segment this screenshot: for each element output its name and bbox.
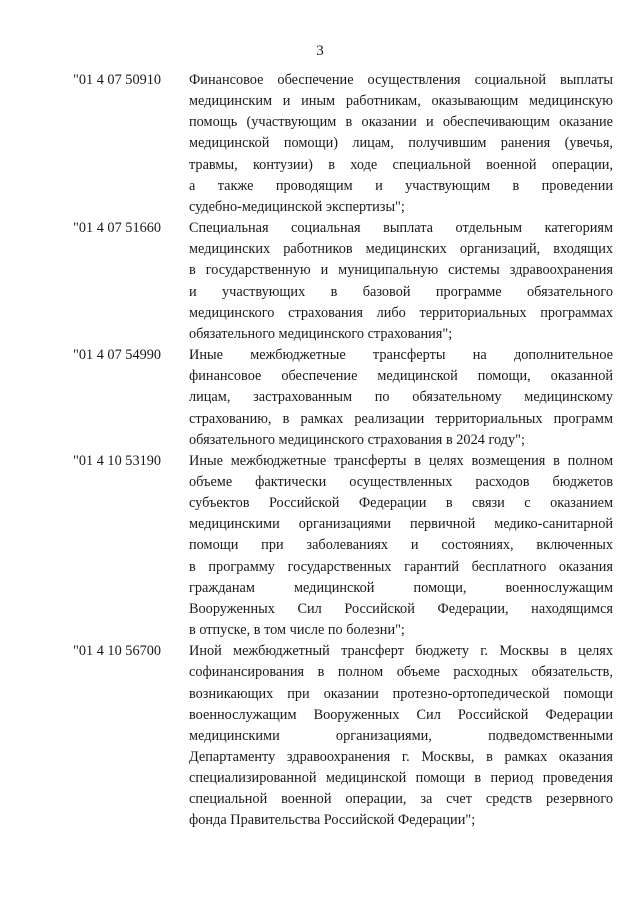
- description-line: медицинскими организациями, подведомственными: [189, 727, 613, 744]
- description-line: травмы, контузии) в ходе специальной военной операции,: [189, 156, 613, 173]
- entry-01-4-10-56700: [73, 641, 613, 831]
- description-line: обязательного медицинского страхования в 2024 году";: [189, 431, 525, 448]
- entry-01-4-07-54990: [73, 345, 613, 451]
- entry-01-4-07-50910: [73, 70, 613, 218]
- entry-code: "01 4 07 54990: [73, 347, 162, 364]
- description-line: Иной межбюджетный трансферт бюджету г. Москвы в целях: [189, 643, 613, 660]
- description-line: военнослужащим Вооруженных Сил Российской Федерации: [189, 706, 613, 723]
- description-line: страхованию, в рамках реализации территориальных программ: [189, 410, 613, 427]
- description-line: медицинскими организациями первичной медико-санитарной: [189, 516, 613, 533]
- description-line: медицинского страхования либо территориальных программах: [189, 304, 613, 321]
- entry-code: "01 4 07 50910: [73, 72, 162, 88]
- entry-description: [189, 451, 613, 641]
- entry-code: "01 4 10 53190: [73, 452, 162, 469]
- description-line: гражданам медицинской помощи, военнослужащим: [189, 579, 613, 596]
- description-line: в программу государственных гарантий бесплатного оказания: [189, 558, 613, 575]
- description-line: медицинским и иным работникам, оказывающим медицинскую: [189, 93, 613, 110]
- description-line: фонда Правительства Российской Федерации";: [189, 812, 476, 829]
- entry-description: [189, 218, 613, 345]
- entry-description: [189, 70, 613, 218]
- entry-01-4-10-53190: [73, 451, 613, 641]
- description-line: Иные межбюджетные трансферты на дополнительное: [189, 347, 613, 364]
- entry-description: [189, 641, 613, 831]
- page-number: 3: [316, 43, 324, 59]
- description-line: помощи при заболеваниях и состояниях, включенных: [189, 537, 613, 554]
- description-line: объеме фактически осуществленных расходов бюджетов: [189, 473, 613, 490]
- description-line: обязательного медицинского страхования";: [189, 325, 453, 342]
- description-line: Финансовое обеспечение осуществления социальной выплаты: [189, 72, 613, 88]
- description-line: лицам, застрахованным по обязательному медицинскому: [189, 389, 613, 406]
- description-line: Департаменту здравоохранения г. Москвы, в рамках оказания: [189, 749, 613, 765]
- entry-01-4-07-51660: [73, 218, 613, 345]
- description-line: и участвующих в базовой программе обязательного: [189, 283, 613, 300]
- description-line: в государственную и муниципальную системы здравоохранения: [189, 262, 613, 279]
- description-line: специальной военной операции, за счет средств резервного: [189, 791, 613, 808]
- description-line: Специальная социальная выплата отдельным категориям: [189, 220, 613, 237]
- description-line: специализированной медицинской помощи в период проведения: [189, 770, 613, 787]
- description-line: Вооруженных Сил Российской Федерации, находящимся: [189, 600, 613, 617]
- description-line: а также проводящим и участвующим в проведении: [189, 177, 613, 194]
- description-line: помощь (участвующим в оказании и обеспечивающим оказание: [189, 114, 613, 131]
- description-line: финансовое обеспечение медицинской помощи, оказанной: [189, 368, 613, 385]
- description-line: судебно-медицинской экспертизы";: [189, 198, 405, 215]
- description-line: софинансирования в полном объеме расходных обязательств,: [189, 664, 613, 681]
- description-line: возникающих при оказании протезно-ортопедической помощи: [189, 685, 613, 702]
- entry-code: "01 4 10 56700: [73, 643, 162, 660]
- description-line: в отпуске, в том числе по болезни";: [189, 622, 405, 639]
- description-line: субъектов Российской Федерации в связи с оказанием: [189, 495, 613, 512]
- entry-description: [189, 345, 613, 451]
- description-line: медицинской помощи) лицам, получившим ранения (увечья,: [189, 135, 613, 152]
- entry-code: "01 4 07 51660: [73, 220, 162, 237]
- description-line: Иные межбюджетные трансферты в целях возмещения в полном: [189, 452, 613, 469]
- description-line: медицинских работников медицинских организаций, входящих: [189, 241, 613, 258]
- document-entries: [73, 70, 613, 832]
